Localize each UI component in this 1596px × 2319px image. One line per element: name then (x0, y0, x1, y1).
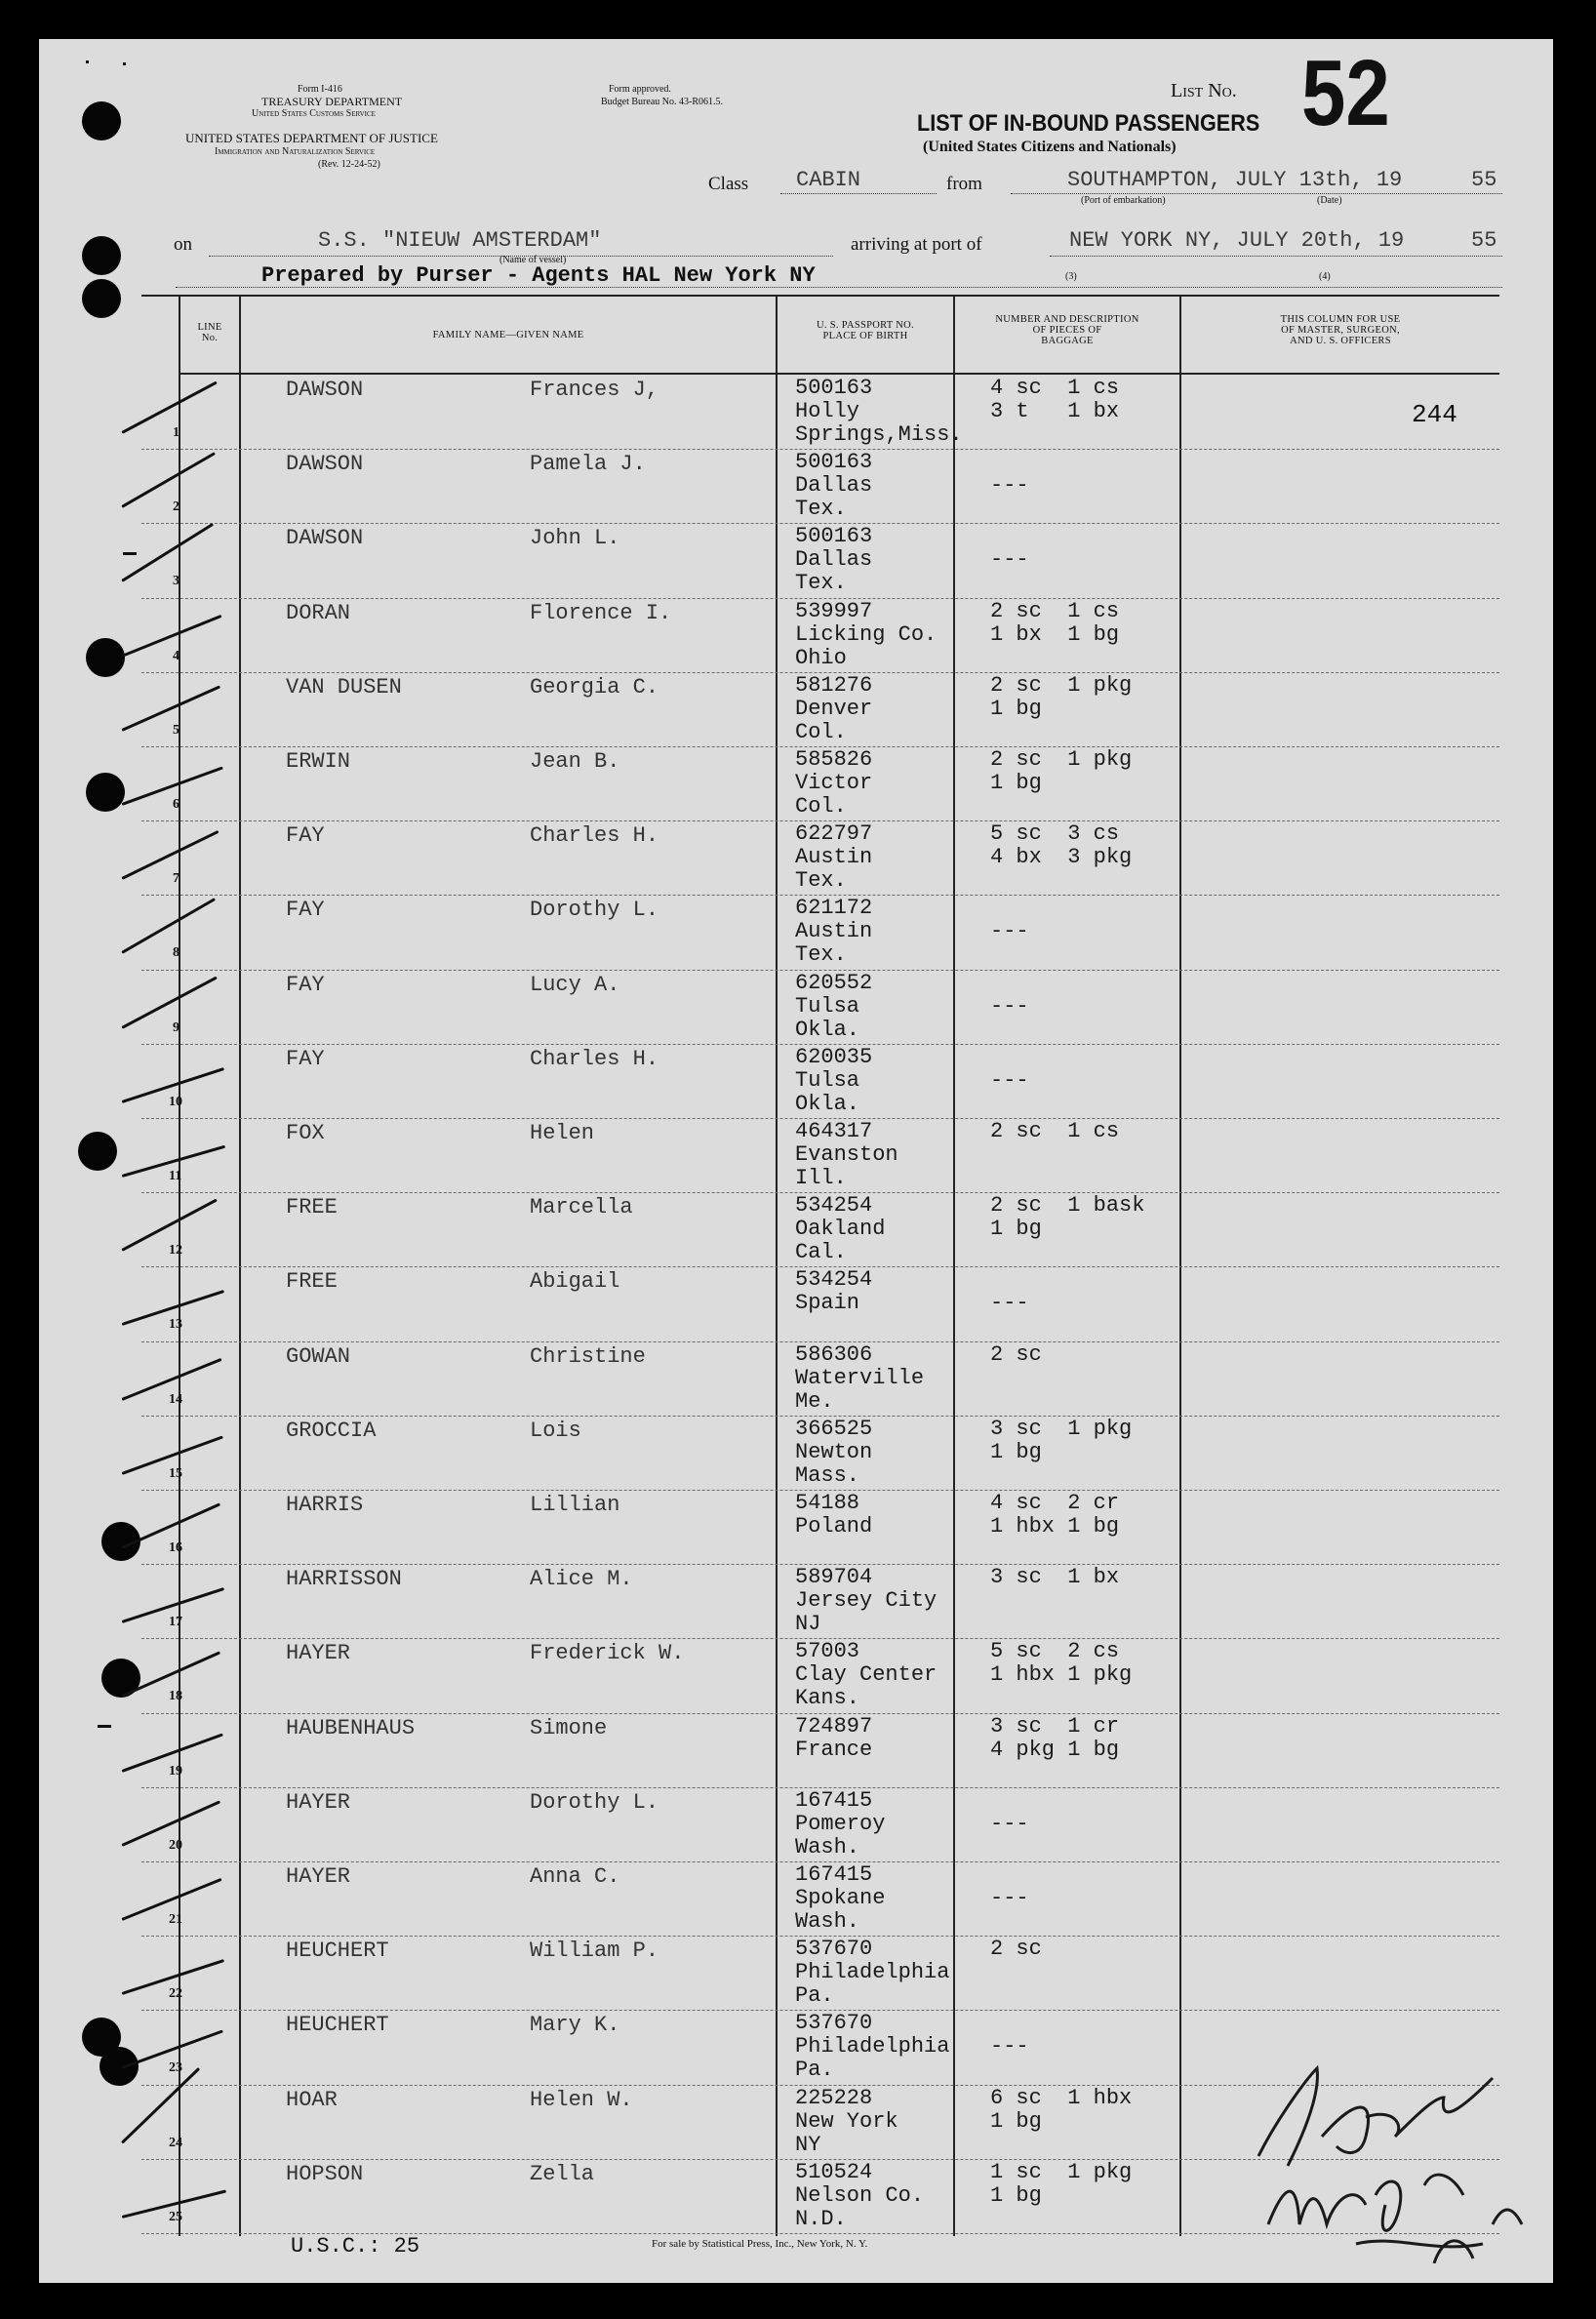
birthplace-line2: Ohio (795, 645, 847, 670)
speck (123, 552, 137, 555)
table-row (141, 970, 1499, 1044)
baggage-line1: 2 sc 1 pkg (990, 747, 1133, 772)
birthplace-line1: Spain (795, 1291, 860, 1316)
family-name: HAUBENHAUS (286, 1715, 416, 1740)
baggage-line2: --- (990, 1886, 1029, 1910)
family-name: FREE (286, 1195, 338, 1220)
family-name: FAY (286, 1046, 325, 1071)
family-name: DAWSON (286, 526, 364, 551)
baggage-line1: 2 sc 1 bask (990, 1193, 1145, 1219)
table-top-border (141, 295, 1499, 297)
baggage-line2: 3 t 1 bx (990, 399, 1120, 423)
family-name: ERWIN (286, 749, 351, 774)
officer-signature (1239, 2039, 1561, 2263)
family-name: HARRIS (286, 1493, 364, 1517)
passport-number: 724897 (795, 1713, 873, 1739)
punch-hole (82, 236, 121, 275)
passport-number: 534254 (795, 1193, 873, 1219)
from-value: SOUTHAMPTON, JULY 13th, 19 (1067, 168, 1403, 192)
baggage-line1: 4 sc 2 cr (990, 1491, 1120, 1515)
passport-number: 167415 (795, 1862, 873, 1887)
passport-number: 589704 (795, 1565, 873, 1590)
birthplace-line1: France (795, 1737, 873, 1762)
birthplace-line1: Philadelphia (795, 2034, 950, 2059)
birthplace-line2: NJ (795, 1612, 821, 1637)
birthplace-line1: Tulsa (795, 1067, 860, 1093)
family-name: HAYER (286, 1641, 351, 1666)
birthplace-line1: Dallas (795, 473, 873, 499)
from-year: 55 (1471, 168, 1497, 192)
table-row (141, 449, 1499, 523)
given-name: William P. (530, 1939, 659, 1964)
baggage-line2: --- (990, 1291, 1029, 1316)
given-name: Christine (530, 1343, 646, 1369)
arriving-label: arriving at port of (851, 234, 982, 255)
line-number: 10 (169, 1094, 182, 1109)
baggage-line1: 1 sc 1 pkg (990, 2159, 1133, 2184)
birthplace-line2: Ill. (795, 1166, 847, 1190)
baggage-line1: 3 sc 1 pkg (990, 1416, 1133, 1441)
birthplace-line1: Denver (795, 696, 873, 721)
baggage-line1: 5 sc 2 cs (990, 1639, 1120, 1664)
baggage-line2: --- (990, 2034, 1029, 2059)
line-number: 6 (173, 797, 180, 812)
baggage-line1: 5 sc 3 cs (990, 821, 1120, 847)
line-number: 4 (173, 648, 180, 663)
line-number: 20 (169, 1837, 182, 1853)
list-no-label: List No. (1171, 80, 1237, 101)
baggage-line1: 2 sc 1 cs (990, 598, 1120, 623)
family-name: FAY (286, 898, 325, 923)
revision: (Rev. 12-24-52) (318, 159, 380, 170)
passenger-table (141, 295, 1499, 2236)
family-name: HOAR (286, 2087, 338, 2112)
family-name: HOPSON (286, 2161, 364, 2186)
baggage-line1: 2 sc 1 pkg (990, 672, 1133, 698)
birthplace-line2: Col. (795, 719, 847, 744)
line-number: 16 (169, 1540, 182, 1555)
passport-number: 585826 (795, 747, 873, 772)
passport-number: 537670 (795, 2011, 873, 2036)
given-name: Mary K. (530, 2013, 620, 2038)
arriving-year: 55 (1471, 228, 1497, 253)
birthplace-line1: Philadelphia (795, 1960, 950, 1985)
table-row (141, 1713, 1499, 1787)
given-name: Lillian (530, 1493, 620, 1517)
family-name: HARRISSON (286, 1567, 402, 1592)
line-number: 22 (169, 1986, 182, 2002)
table-row (141, 895, 1499, 969)
caption-4: (4) (1319, 271, 1331, 282)
table-row (141, 746, 1499, 820)
family-name: HEUCHERT (286, 2013, 389, 2038)
baggage-line1: 6 sc 1 hbx (990, 2085, 1133, 2110)
table-row (141, 1341, 1499, 1416)
line-number: 8 (173, 945, 180, 961)
birthplace-line2: Me. (795, 1388, 834, 1414)
baggage-line2: 1 bg (990, 771, 1042, 795)
footer-usc: U.S.C.: 25 (291, 2234, 420, 2259)
given-name: Anna C. (530, 1864, 620, 1889)
justice-dept: UNITED STATES DEPARTMENT OF JUSTICE (185, 131, 438, 145)
table-row (141, 598, 1499, 672)
birthplace-line1: Evanston (795, 1142, 898, 1167)
family-name: DAWSON (286, 378, 364, 402)
baggage-line2: --- (990, 1067, 1029, 1093)
on-label: on (174, 234, 192, 255)
birthplace-line2: Tex. (795, 571, 847, 596)
given-name: Georgia C. (530, 674, 659, 700)
given-name: Jean B. (530, 749, 620, 774)
given-name: Pamela J. (530, 452, 646, 477)
passport-number: 500163 (795, 524, 873, 549)
passport-number: 620552 (795, 970, 873, 995)
baggage-line2: --- (990, 473, 1029, 499)
baggage-line2: 1 hbx 1 pkg (990, 1662, 1133, 1688)
arriving-underline (1050, 256, 1502, 257)
header-rule (176, 287, 1502, 288)
line-number: 5 (173, 722, 180, 738)
line-number: 14 (169, 1391, 182, 1407)
family-name: GROCCIA (286, 1418, 377, 1443)
given-name: Lois (530, 1418, 581, 1443)
family-name: FAY (286, 972, 325, 997)
birthplace-line1: Pomeroy (795, 1811, 886, 1836)
family-name: FREE (286, 1269, 338, 1295)
footer-printer: For sale by Statistical Press, Inc., New York, N. Y. (652, 2238, 868, 2250)
given-name: Charles H. (530, 823, 659, 849)
table-row (141, 1787, 1499, 1861)
table-row (141, 1564, 1499, 1638)
given-name: Dorothy L. (530, 1789, 659, 1815)
given-name: Helen (530, 1121, 595, 1145)
table-row (141, 1861, 1499, 1936)
given-name: Alice M. (530, 1567, 633, 1592)
passport-number: 57003 (795, 1639, 860, 1664)
passport-number: 537670 (795, 1937, 873, 1962)
baggage-line2: 1 bg (990, 2108, 1042, 2134)
birthplace-line1: Tulsa (795, 993, 860, 1019)
col-header-passport: U. S. PASSPORT NO. PLACE OF BIRTH (817, 320, 914, 341)
birthplace-line2: Mass. (795, 1462, 860, 1488)
birthplace-line1: Dallas (795, 547, 873, 573)
birthplace-line1: Clay Center (795, 1662, 938, 1688)
speck (86, 60, 89, 63)
class-value: CABIN (796, 168, 861, 192)
baggage-line2: 1 bg (990, 1439, 1042, 1464)
baggage-line2: 1 hbx 1 bg (990, 1514, 1120, 1539)
family-name: VAN DUSEN (286, 674, 402, 700)
table-row (141, 1490, 1499, 1564)
port-embark-caption: (Port of embarkation) (1081, 195, 1166, 206)
given-name: Frances J, (530, 378, 659, 402)
given-name: Charles H. (530, 1046, 659, 1071)
birthplace-line1: Spokane (795, 1886, 886, 1910)
baggage-line2: 1 bg (990, 1217, 1042, 1242)
form-subtitle: (United States Citizens and Nationals) (923, 139, 1177, 155)
birthplace-line2: Wash. (795, 1834, 860, 1859)
birthplace-line2: Pa. (795, 1983, 834, 2009)
line-number: 23 (169, 2060, 182, 2076)
given-name: Zella (530, 2161, 595, 2186)
punch-hole (78, 1132, 117, 1171)
line-number: 17 (169, 1615, 182, 1630)
line-number: 7 (173, 871, 180, 887)
birthplace-line2: Tex. (795, 868, 847, 894)
passport-number: 622797 (795, 821, 873, 847)
family-name: HAYER (286, 1864, 351, 1889)
baggage-line1: 4 sc 1 cs (990, 376, 1120, 400)
line-number: 15 (169, 1465, 182, 1481)
punch-hole (82, 101, 121, 140)
birthplace-line2: Kans. (795, 1686, 860, 1711)
birthplace-line1: Oakland (795, 1217, 886, 1242)
baggage-line1: 3 sc 1 bx (990, 1565, 1120, 1590)
line-number: 19 (169, 1763, 182, 1779)
birthplace-line1: Holly (795, 399, 860, 423)
passport-number: 586306 (795, 1341, 873, 1367)
line-number: 25 (169, 2209, 182, 2224)
birthplace-line2: Okla. (795, 1091, 860, 1116)
line-number: 9 (173, 1020, 180, 1035)
baggage-line1: 3 sc 1 cr (990, 1713, 1120, 1739)
family-name: HAYER (286, 1789, 351, 1815)
punch-hole (86, 638, 125, 677)
table-row (141, 375, 1499, 449)
vessel-name: S.S. "NIEUW AMSTERDAM" (318, 228, 602, 253)
family-name: GOWAN (286, 1343, 351, 1369)
speck (123, 62, 126, 65)
baggage-line2: --- (990, 919, 1029, 944)
from-underline (1011, 193, 1502, 194)
table-row (141, 1192, 1499, 1266)
given-name: Dorothy L. (530, 898, 659, 923)
caption-3: (3) (1065, 271, 1077, 282)
line-number: 21 (169, 1912, 182, 1927)
passport-number: 539997 (795, 598, 873, 623)
passport-number: 500163 (795, 450, 873, 475)
birthplace-line1: Licking Co. (795, 621, 938, 647)
line-number: 1 (173, 425, 180, 440)
budget-bureau: Budget Bureau No. 43-R061.5. (601, 97, 723, 107)
family-name: DORAN (286, 600, 351, 625)
passport-number: 167415 (795, 1787, 873, 1813)
line-number: 3 (173, 574, 180, 589)
line-number: 12 (169, 1243, 182, 1259)
family-name: FAY (286, 823, 325, 849)
ins-service: Immigration and Naturalization Service (215, 146, 376, 157)
table-row (141, 1266, 1499, 1340)
family-name: HEUCHERT (286, 1939, 389, 1964)
vessel-caption: (Name of vessel) (499, 255, 567, 265)
birthplace-line2: Cal. (795, 1240, 847, 1265)
passport-number: 500163 (795, 376, 873, 400)
birthplace-line1: Nelson Co. (795, 2182, 925, 2208)
passport-number: 534254 (795, 1267, 873, 1293)
birthplace-line1: Austin (795, 845, 873, 870)
speck (98, 1725, 111, 1728)
passport-number: 366525 (795, 1416, 873, 1441)
passport-number: 54188 (795, 1491, 860, 1515)
table-row (141, 1638, 1499, 1712)
from-label: from (946, 174, 982, 194)
punch-hole (86, 773, 125, 812)
line-number: 11 (169, 1169, 182, 1183)
baggage-line1: 2 sc 1 cs (990, 1119, 1120, 1143)
table-row (141, 820, 1499, 895)
passport-number: 225228 (795, 2085, 873, 2110)
table-row (141, 1044, 1499, 1118)
birthplace-line1: Victor (795, 771, 873, 795)
birthplace-line2: NY (795, 2132, 821, 2157)
passport-number: 510524 (795, 2159, 873, 2184)
officer-annotation: 244 (1412, 400, 1457, 429)
line-number: 13 (169, 1317, 182, 1333)
table-row (141, 672, 1499, 746)
baggage-line1: 2 sc (990, 1937, 1042, 1962)
line-number: 2 (173, 500, 180, 515)
baggage-line2: 1 bg (990, 2182, 1042, 2208)
birthplace-line1: Austin (795, 919, 873, 944)
birthplace-line2: Okla. (795, 1017, 860, 1042)
baggage-line2: --- (990, 547, 1029, 573)
form-approved: Form approved. (609, 84, 671, 95)
col-header-officers: THIS COLUMN FOR USE OF MASTER, SURGEON, AND U. S. OFFICERS (1280, 314, 1401, 346)
given-name: Lucy A. (530, 972, 620, 997)
given-name: Abigail (530, 1269, 620, 1295)
passport-number: 621172 (795, 896, 873, 921)
list-number: 52 (1301, 41, 1390, 145)
baggage-line2: 4 pkg 1 bg (990, 1737, 1120, 1762)
family-name: DAWSON (286, 452, 364, 477)
table-row (141, 1416, 1499, 1490)
baggage-line2: 4 bx 3 pkg (990, 845, 1133, 870)
passport-number: 581276 (795, 672, 873, 698)
punch-hole (82, 279, 121, 318)
family-name: FOX (286, 1121, 325, 1145)
baggage-line2: 1 bx 1 bg (990, 621, 1120, 647)
birthplace-line2: Tex. (795, 497, 847, 522)
col-header-baggage: NUMBER AND DESCRIPTION OF PIECES OF BAGGAGE (995, 314, 1139, 346)
birthplace-line1: Newton (795, 1439, 873, 1464)
birthplace-line1: Jersey City (795, 1588, 938, 1614)
prepared-by: Prepared by Purser - Agents HAL New York NY (261, 263, 816, 288)
date-caption: (Date) (1317, 195, 1342, 206)
punch-hole (100, 2047, 139, 2086)
arriving-port: NEW YORK NY, JULY 20th, 19 (1069, 228, 1405, 253)
given-name: John L. (530, 526, 620, 551)
form-title: LIST OF IN-BOUND PASSENGERS (917, 110, 1260, 137)
line-number: 24 (169, 2135, 182, 2150)
baggage-line2: --- (990, 1811, 1029, 1836)
birthplace-line2: Pa. (795, 2058, 834, 2083)
given-name: Simone (530, 1715, 608, 1740)
baggage-line2: --- (990, 993, 1029, 1019)
baggage-line2: 1 bg (990, 696, 1042, 721)
table-row (141, 1118, 1499, 1192)
class-label: Class (708, 174, 749, 194)
col-header-name: FAMILY NAME—GIVEN NAME (432, 330, 584, 340)
birthplace-line1: Waterville (795, 1365, 925, 1390)
given-name: Helen W. (530, 2087, 633, 2112)
birthplace-line2: N.D. (795, 2206, 847, 2231)
given-name: Marcella (530, 1195, 633, 1220)
given-name: Florence I. (530, 600, 672, 625)
customs-service: United States Customs Service (252, 108, 376, 119)
birthplace-line1: Poland (795, 1514, 873, 1539)
birthplace-line1: New York (795, 2108, 898, 2134)
birthplace-line2: Tex. (795, 942, 847, 968)
birthplace-line2: Col. (795, 794, 847, 819)
birthplace-line2: Springs,Miss. (795, 422, 963, 447)
passport-number: 464317 (795, 1119, 873, 1143)
form-number: Form I-416 (298, 84, 342, 95)
col-header-line: LINE No. (197, 322, 222, 343)
line-number: 18 (169, 1689, 182, 1704)
table-row (141, 523, 1499, 597)
given-name: Frederick W. (530, 1641, 685, 1666)
baggage-line1: 2 sc (990, 1341, 1042, 1367)
passport-number: 620035 (795, 1044, 873, 1069)
birthplace-line2: Wash. (795, 1909, 860, 1934)
table-row (141, 1936, 1499, 2010)
treasury-dept: TREASURY DEPARTMENT (261, 95, 403, 108)
class-underline (780, 193, 937, 194)
